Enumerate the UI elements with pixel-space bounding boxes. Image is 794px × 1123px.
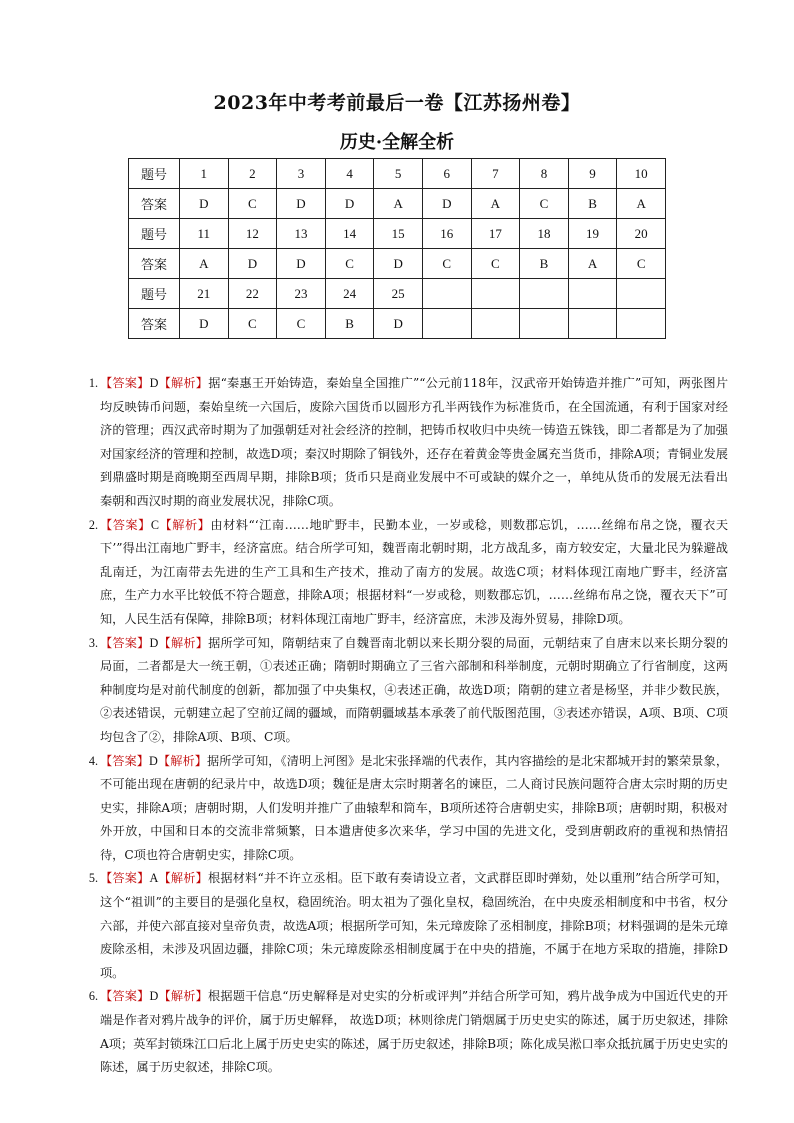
answer-letter: A xyxy=(149,871,159,886)
table-row-header: 题号 xyxy=(129,279,180,309)
analysis-item xyxy=(80,372,728,514)
table-cell: C xyxy=(422,249,471,279)
table-cell xyxy=(520,279,569,309)
analysis-tag: 【解析】 xyxy=(158,635,209,650)
table-cell: C xyxy=(617,249,666,279)
page-title: 2023年中考考前最后一卷【江苏扬州卷】 xyxy=(213,92,581,114)
table-cell: 19 xyxy=(568,219,617,249)
analysis-tag: 【解析】 xyxy=(158,376,209,390)
table-cell xyxy=(471,309,520,339)
analysis-text: 根据材料“并不许立丞相。臣下敢有奏请设立者，文武群臣即时弹劾，处以重刑”结合所学可知，这个“祖训”的主要目的是强化皇权，稳固统治。明太祖为了强化皇权，稳固统治，在中央废丞相制度和中书省，权分六部，并使六部直接对皇帝负责，故选A项；根据所学可知，朱元璋废除了丞相制度，排除B项；材料强调的是朱元璋废除丞相，未涉及巩固边疆，排除C项；朱元璋废除丞相制度属于在中央的措施，不属于在地方采取的措施，排除D项。 xyxy=(100,871,728,980)
answer-table xyxy=(128,158,666,339)
answer-letter: C xyxy=(150,517,159,532)
item-body xyxy=(100,867,728,985)
answer-tag: 【答案】 xyxy=(100,989,150,1004)
analysis-item xyxy=(80,632,728,750)
analysis-text: 由材料“‘江南……地旷野丰，民勤本业，一岁或稔，则数郡忘饥，……丝绵布帛之饶，覆衣天下’”得出江南地广野丰，经济富庶。结合所学可知，魏晋南北朝时期，北方战乱多，南方较安定，大量北民为躲避战乱南迁，为江南带去先进的生产工具和生产技术，推动了南方的发展。故选C项；材料体现江南地广野丰，经济富庶，生产力水平比较低不符合题意，排除A项；根据材料“一岁或稔，则数郡忘饥，……丝绵布帛之饶，覆衣天下”可知，人民生活有保障，排除B项；材料体现江南地广野丰，经济富庶，未涉及海外贸易，排除D项。 xyxy=(100,517,729,626)
table-cell: 9 xyxy=(568,159,617,189)
analysis-text: 据所学可知，隋朝结束了自魏晋南北朝以来长期分裂的局面，元朝结束了自唐末以来长期分裂的局面，二者都是大一统王朝，①表述正确；隋朝时期确立了三省六部制和科举制度，元朝时期确立了行省制度，这两种制度均是对前代制度的创新，都加强了中央集权，④表述正确，故选D项；隋朝的建立者是杨坚，并非少数民族，②表述错误，元朝建立起了空前辽阔的疆域，而隋朝疆域基本承袭了前代版图范围，③表述亦错误，A项、B项、C项均包含了②，排除A项、B项、C项。 xyxy=(100,635,729,744)
table-cell: A xyxy=(471,189,520,219)
table-cell: 1 xyxy=(180,159,229,189)
answer-tag: 【答案】 xyxy=(100,517,151,532)
item-body xyxy=(100,372,728,514)
analysis-item xyxy=(80,985,728,1079)
table-cell: 7 xyxy=(471,159,520,189)
table-cell: 17 xyxy=(471,219,520,249)
answer-letter: D xyxy=(149,376,159,390)
item-number: 1. xyxy=(88,376,98,390)
table-cell: C xyxy=(325,249,374,279)
table-cell: B xyxy=(568,189,617,219)
table-cell: D xyxy=(374,309,423,339)
table-cell: 21 xyxy=(180,279,229,309)
table-cell: 22 xyxy=(228,279,277,309)
table-row-header: 题号 xyxy=(129,219,180,249)
table-cell: C xyxy=(228,309,277,339)
table-cell: A xyxy=(617,189,666,219)
table-cell xyxy=(471,279,520,309)
analysis-text: 据“秦惠王开始铸造，秦始皇全国推广”“公元前118年，汉武帝开始铸造并推广”可知，两张图片均反映铸币问题，秦始皇统一六国后，废除六国货币以圆形方孔半两钱作为标准货币，在全国流通，有利于国家对经济的管理；西汉武帝时期为了加强朝廷对社会经济的控制，把铸币权收归中央统一铸造五铢钱，即二者都是为了加强对国家经济的管理和控制，故选D项；秦汉时期除了铜钱外，还存在着黄金等贵金属充当货币，排除A项；青铜业发展到鼎盛时期是商晚期至西周早期，排除B项；货币只是商业发展中不可或缺的媒介之一，单纯从货币的发展无法看出秦朝和西汉时期的商业发展状况，排除C项。 xyxy=(100,376,729,508)
table-cell: D xyxy=(374,249,423,279)
table-cell xyxy=(422,279,471,309)
table-row xyxy=(129,279,666,309)
analysis-tag: 【解析】 xyxy=(159,517,211,532)
table-row xyxy=(129,159,666,189)
item-number: 2. xyxy=(88,517,98,532)
table-cell: C xyxy=(277,309,326,339)
table-cell: D xyxy=(325,189,374,219)
table-cell: D xyxy=(180,189,229,219)
table-cell: 6 xyxy=(422,159,471,189)
item-number: 4. xyxy=(88,753,98,768)
table-row xyxy=(129,249,666,279)
item-body xyxy=(100,632,728,750)
table-cell xyxy=(617,279,666,309)
table-cell: B xyxy=(520,249,569,279)
analysis-item xyxy=(80,514,728,632)
table-cell xyxy=(568,279,617,309)
answer-tag: 【答案】 xyxy=(100,635,150,650)
table-cell: 23 xyxy=(277,279,326,309)
table-cell: 10 xyxy=(617,159,666,189)
table-cell: 12 xyxy=(228,219,277,249)
table-cell: D xyxy=(228,249,277,279)
answer-letter: D xyxy=(149,635,159,650)
analysis-tag: 【解析】 xyxy=(158,989,208,1004)
table-cell: 25 xyxy=(374,279,423,309)
table-cell: A xyxy=(180,249,229,279)
analysis-tag: 【解析】 xyxy=(157,753,207,768)
table-cell xyxy=(617,309,666,339)
answer-letter: D xyxy=(149,753,158,768)
table-cell: 20 xyxy=(617,219,666,249)
analysis-item xyxy=(80,750,728,868)
table-cell: C xyxy=(471,249,520,279)
table-cell: B xyxy=(325,309,374,339)
item-number: 6. xyxy=(88,989,98,1004)
analysis-text: 据所学可知，《清明上河图》是北宋张择端的代表作，其内容描绘的是北宋都城开封的繁荣景象，不可能出现在唐朝的纪录片中，故选D项；魏征是唐太宗时期著名的谏臣，二人商讨民族问题符合唐太宗时期的历史史实，排除A项；唐朝时期，人们发明并推广了曲辕犁和筒车，B项所述符合唐朝史实，排除B项；唐朝时期，积极对外开放，中国和日本的交流非常频繁，日本遣唐使多次来华，学习中国的先进文化，受到唐朝政府的重视和热情招待，C项也符合唐朝史实，排除C项。 xyxy=(100,753,729,862)
table-cell: 15 xyxy=(374,219,423,249)
analysis-list xyxy=(80,372,728,1080)
table-row-header: 答案 xyxy=(129,309,180,339)
table-cell xyxy=(568,309,617,339)
table-cell: D xyxy=(277,249,326,279)
item-body xyxy=(100,750,728,868)
table-cell: A xyxy=(374,189,423,219)
answer-tag: 【答案】 xyxy=(100,376,150,390)
table-cell: 5 xyxy=(374,159,423,189)
page-subtitle: 历史·全解全析 xyxy=(339,132,455,153)
table-row-header: 答案 xyxy=(129,249,180,279)
analysis-text: 根据题干信息“历史解释是对史实的分析或评判”并结合所学可知，鸦片战争成为中国近代史的开端是作者对鸦片战争的评价，属于历史解释， 故选D项；林则徐虎门销烟属于历史史实的陈述，属于历史叙述，排除A项；英军封锁珠江口后北上属于历史史实的陈述，属于历史叙述，排除B项；陈化成吴淞口率众抵抗属于历史史实的陈述，属于历史叙述，排除C项。 xyxy=(100,989,728,1075)
table-cell: C xyxy=(520,189,569,219)
answer-tag: 【答案】 xyxy=(100,753,150,768)
table-cell: 14 xyxy=(325,219,374,249)
item-body xyxy=(100,985,728,1079)
item-number: 5. xyxy=(88,871,98,886)
table-cell: 3 xyxy=(277,159,326,189)
table-cell: 2 xyxy=(228,159,277,189)
table-row-header: 题号 xyxy=(129,159,180,189)
table-cell: D xyxy=(277,189,326,219)
table-cell: A xyxy=(568,249,617,279)
table-cell: 16 xyxy=(422,219,471,249)
table-row xyxy=(129,189,666,219)
table-cell: 13 xyxy=(277,219,326,249)
table-cell: 24 xyxy=(325,279,374,309)
analysis-item xyxy=(80,867,728,985)
table-cell xyxy=(422,309,471,339)
item-number: 3. xyxy=(88,635,98,650)
answer-letter: D xyxy=(149,989,159,1004)
table-cell: 18 xyxy=(520,219,569,249)
table-row xyxy=(129,309,666,339)
item-body xyxy=(100,514,728,632)
answer-tag: 【答案】 xyxy=(100,871,150,886)
table-cell: D xyxy=(180,309,229,339)
table-row-header: 答案 xyxy=(129,189,180,219)
table-row xyxy=(129,219,666,249)
table-cell: 11 xyxy=(180,219,229,249)
analysis-tag: 【解析】 xyxy=(158,871,208,886)
table-cell: C xyxy=(228,189,277,219)
table-cell: D xyxy=(422,189,471,219)
table-cell xyxy=(520,309,569,339)
table-cell: 4 xyxy=(325,159,374,189)
table-cell: 8 xyxy=(520,159,569,189)
